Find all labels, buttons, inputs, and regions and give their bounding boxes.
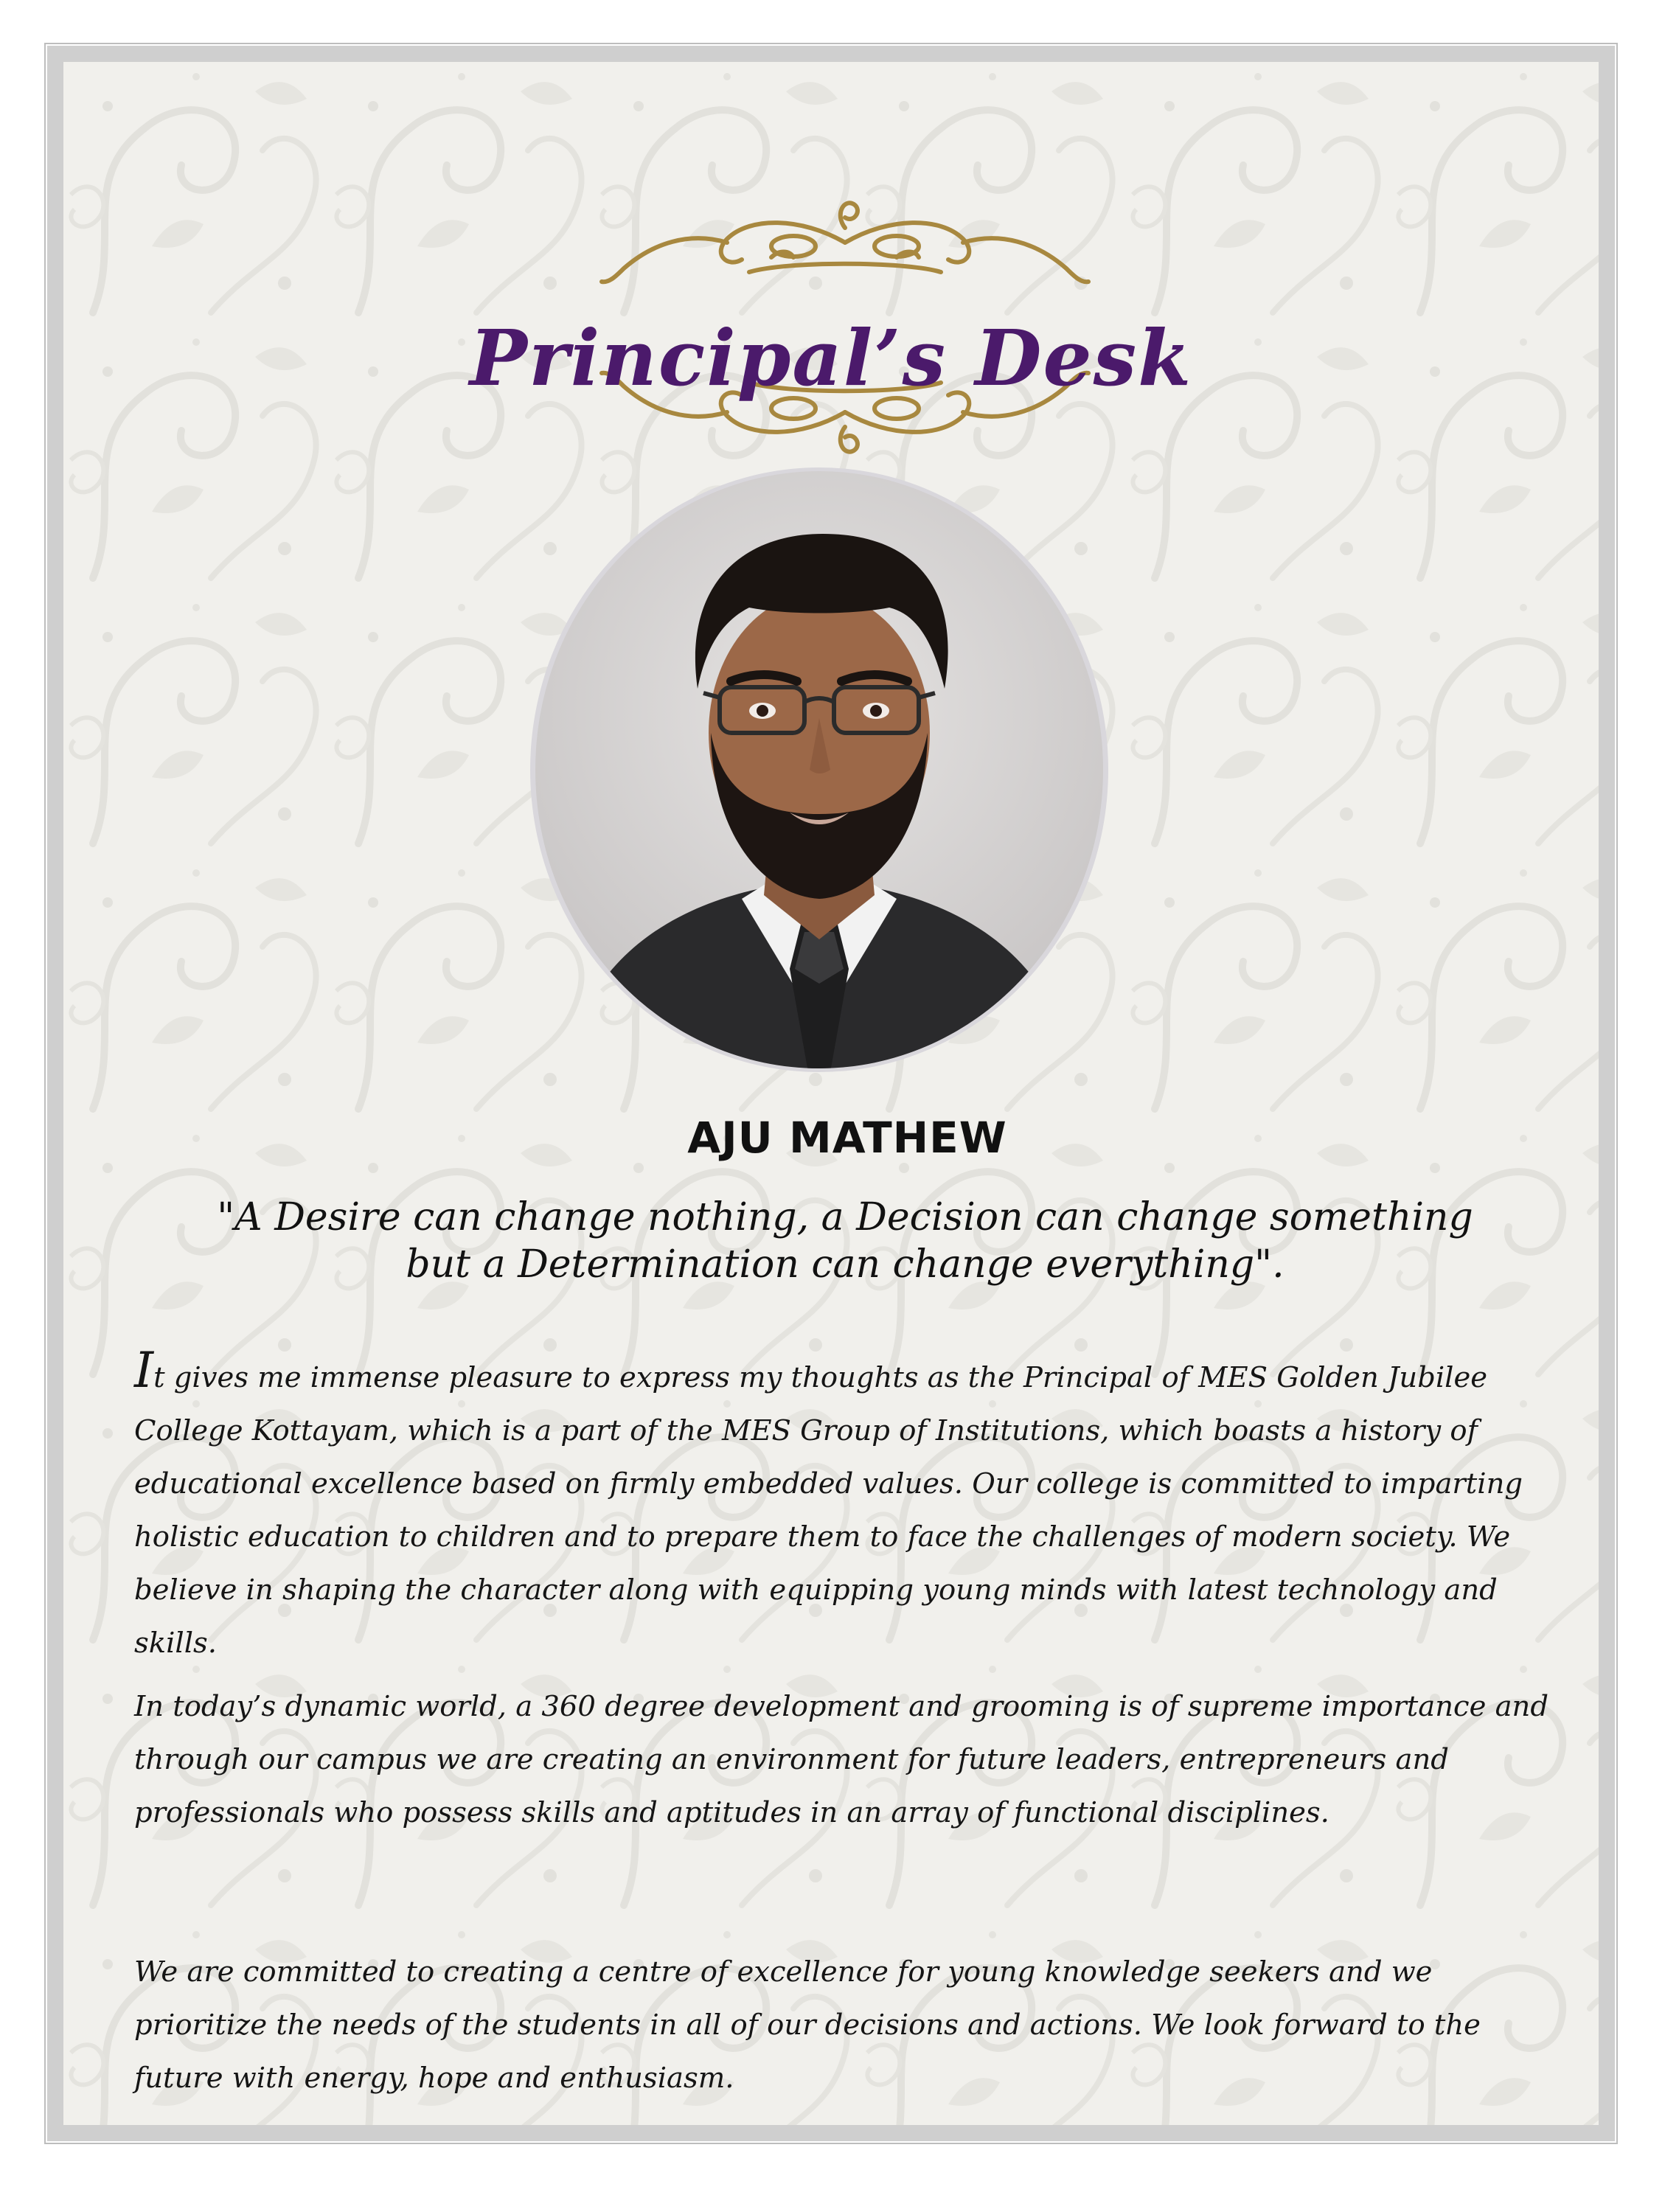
- quote-line-1: "A Desire can change nothing, a Decision can change something: [217, 1195, 1473, 1239]
- title-block: [63, 173, 1599, 512]
- page-title: Principal’s Desk: [469, 313, 1193, 403]
- paragraph-1: [134, 1342, 1572, 1670]
- paragraph-3: We are committed to creating a centre of excellence for young knowledge seekers and we prioritize the needs of the students in all of our decisions and actions. We look forward to the future with energy, hope and enthusiasm.: [134, 1955, 1481, 2095]
- principal-name: AJU MATHEW: [687, 1113, 1007, 1163]
- paragraph-1-text: t gives me immense pleasure to express my thoughts as the Principal of MES Golden Jubilee College Kottayam, which is a part of the MES Group of Institutions, which boasts a history of educational excellence based on firmly embedded values. Our college is committed to imparting holistic education to children and to prepare them to face the challenges of modern society. We believe in shaping the character along with equipping young minds with latest technology and skills.: [134, 1361, 1523, 1660]
- motto-quote: [152, 1194, 1538, 1288]
- page-frame: [47, 46, 1615, 2141]
- drop-cap: I: [134, 1342, 154, 1399]
- principal-portrait: [521, 467, 1118, 1072]
- quote-line-2: but a Determination can change everything".: [406, 1242, 1285, 1287]
- paragraph-2: In today’s dynamic world, a 360 degree development and grooming is of supreme importance and through our campus we are creating an environment for future leaders, entrepreneurs and professionals who possess skills and aptitudes in an array of functional disciplines.: [134, 1690, 1548, 1829]
